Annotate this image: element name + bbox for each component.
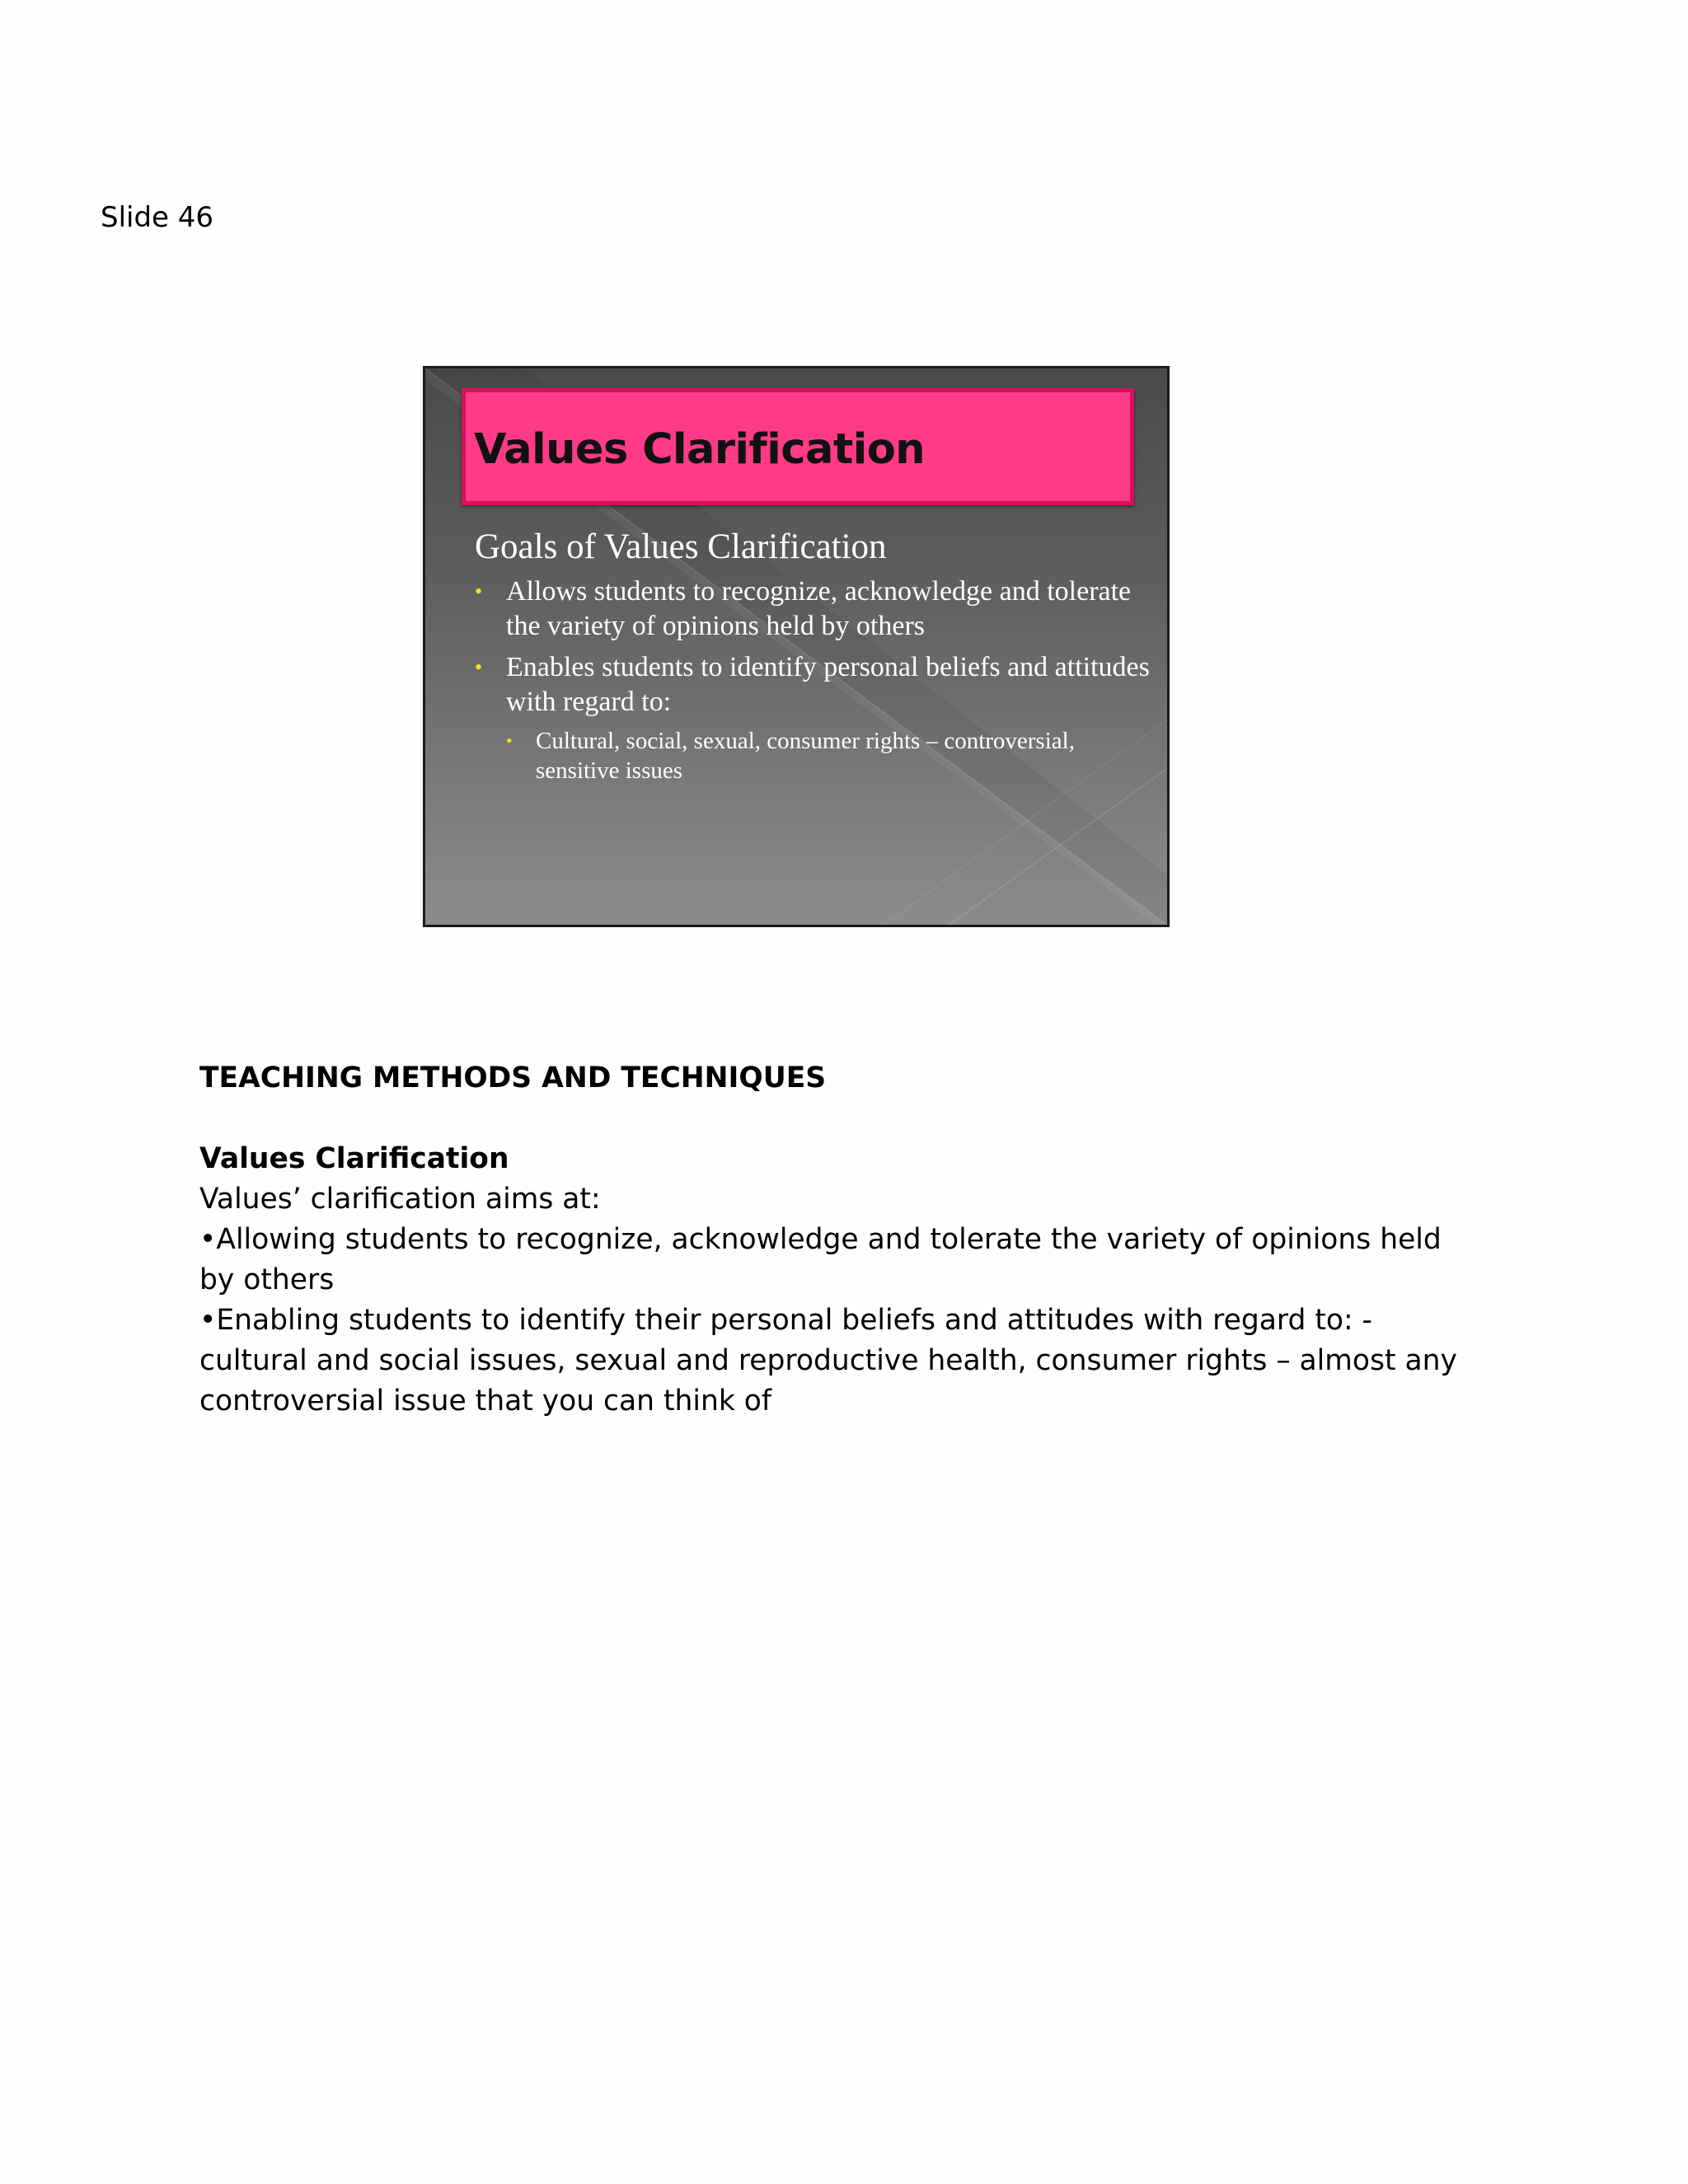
- slide-thumbnail: [423, 366, 1170, 927]
- slide-bullet-text: Allows students to recognize, acknowledge and tolerate the variety of opinions held by others: [506, 576, 1132, 641]
- slide-bullet-item: [475, 650, 1151, 719]
- notes-heading: TEACHING METHODS AND TECHNIQUES: [199, 1062, 827, 1094]
- notes-subheading: Values Clarification: [199, 1142, 509, 1175]
- slide-sub-bullet-text: Cultural, social, sexual, consumer rights – controversial, sensitive issues: [536, 728, 1075, 784]
- slide-bullet-text: Enables students to identify personal beliefs and attitudes with regard to:: [506, 652, 1150, 717]
- slide-title-box: [462, 388, 1134, 505]
- notes-point: •Allowing students to recognize, acknowledge and tolerate the variety of opinions held by others: [199, 1223, 1442, 1296]
- notes-point: •Enabling students to identify their personal beliefs and attitudes with regard to: -cultural and social issues, sexual and reproductive health, consumer rights – almost any controversial issue that you can think of: [199, 1304, 1457, 1418]
- bullet-dot-icon: •: [475, 655, 483, 679]
- bullet-dot-icon: •: [475, 579, 483, 603]
- slide-title: Values Clarification: [474, 425, 926, 474]
- slide-sub-bullet-item: [475, 726, 1151, 785]
- notes-intro: Values’ clarification aims at:: [199, 1183, 601, 1216]
- bullet-dot-icon: •: [506, 730, 513, 751]
- slide-number-label: Slide 46: [101, 201, 214, 234]
- slide-bullet-list: [475, 574, 1151, 785]
- speaker-notes: [199, 1058, 1469, 1422]
- slide-bullet-item: [475, 574, 1151, 644]
- slide-subtitle: Goals of Values Clarification: [475, 527, 887, 566]
